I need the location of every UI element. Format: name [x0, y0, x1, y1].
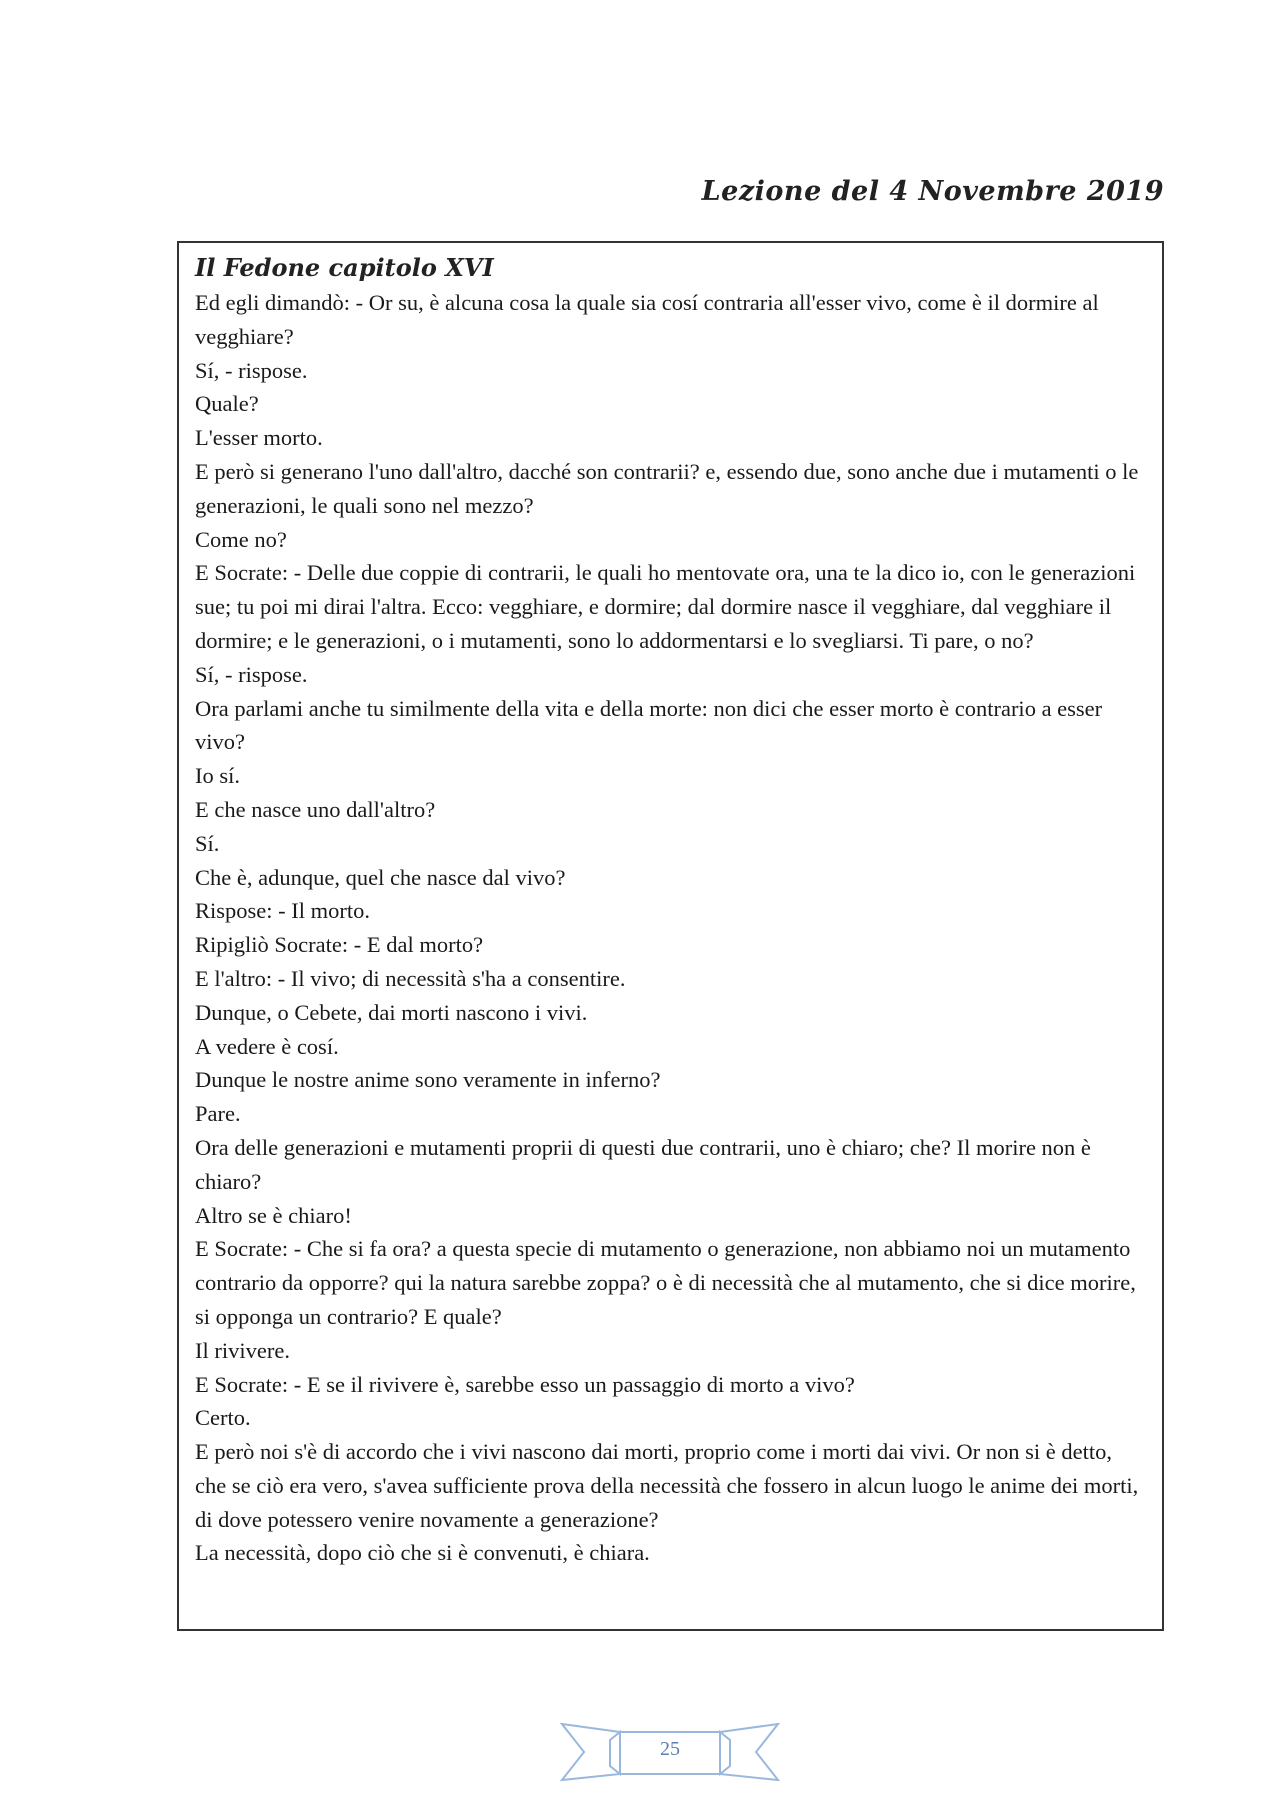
dialogue-line: Dunque le nostre anime sono veramente in inferno?: [195, 1067, 661, 1093]
dialogue-line: Sí, - rispose.: [195, 661, 308, 687]
text-box: [177, 241, 1164, 1631]
dialogue-line: Ora parlami anche tu similmente della vita e della morte: non dici che esser morto è contrario a esser vivo?: [195, 695, 1103, 755]
dialogue-line: Io sí.: [195, 763, 240, 789]
dialogue-line: E che nasce uno dall'altro?: [195, 796, 436, 822]
dialogue-line: Che è, adunque, quel che nasce dal vivo?: [195, 864, 566, 890]
dialogue-line: E Socrate: - E se il rivivere è, sarebbe esso un passaggio di morto a vivo?: [195, 1371, 855, 1397]
dialogue-line: Quale?: [195, 391, 259, 417]
dialogue-line: A vedere è cosí.: [195, 1033, 339, 1059]
dialogue-line: E però si generano l'uno dall'altro, dacché son contrarii? e, essendo due, sono anche due i mutamenti o le generazioni, le quali sono nel mezzo?: [195, 458, 1139, 518]
ribbon-right-fold: [720, 1732, 730, 1774]
dialogue-line: Altro se è chiaro!: [195, 1202, 352, 1228]
dialogue-line: E Socrate: - Che si fa ora? a questa specie di mutamento o generazione, non abbiamo noi un mutamento contrario da opporre? qui la natura sarebbe zoppa? o è di necessità che al mutamento, che si dice morire, si opponga un contrario? E quale?: [195, 1236, 1136, 1329]
dialogue-line: E però noi s'è di accordo che i vivi nascono dai morti, proprio come i morti dai vivi. Or non si è detto, che se ciò era vero, s'avea sufficiente prova della necessità che fossero in alcun luogo le anime dei morti, di dove potessero venire novamente a generazione?: [195, 1439, 1139, 1532]
dialogue-line: Ora delle generazioni e mutamenti proprii di questi due contrarii, uno è chiaro; che? Il morire non è chiaro?: [195, 1134, 1091, 1194]
dialogue-line: Ed egli dimandò: - Or su, è alcuna cosa la quale sia cosí contraria all'esser vivo, come è il dormire al vegghiare?: [195, 290, 1099, 349]
dialogue-line: E Socrate: - Delle due coppie di contrarii, le quali ho mentovate ora, una te la dico io, con le generazioni sue; tu poi mi dirai l'altra. Ecco: vegghiare, e dormire; dal dormire nasce il vegghiare, dal vegghiare il dormire; e le generazioni, o i mutamenti, sono lo addormentarsi e lo svegliarsi. Ti pare, o no?: [195, 560, 1136, 653]
dialogue-line: Come no?: [195, 526, 287, 552]
dialogue-line: E l'altro: - Il vivo; di necessità s'ha a consentire.: [195, 965, 626, 991]
ribbon-left-fold: [610, 1732, 620, 1774]
dialogue-line: L'esser morto.: [195, 425, 323, 451]
page-number: 25: [660, 1738, 680, 1760]
dialogue-line: Sí, - rispose.: [195, 357, 308, 383]
box-heading: Il Fedone capitolo XVI: [195, 253, 494, 282]
header-title: Lezione del 4 Novembre 2019: [701, 176, 1164, 207]
dialogue-line: Pare.: [195, 1101, 241, 1127]
dialogue-line: Sí.: [195, 830, 220, 856]
ribbon-left-tail: [562, 1724, 620, 1780]
page-footer: [560, 1716, 780, 1786]
dialogue-line: Il rivivere.: [195, 1337, 290, 1363]
dialogue-line: Ripigliò Socrate: - E dal morto?: [195, 932, 484, 958]
dialogue-line: La necessità, dopo ciò che si è convenuti, è chiara.: [195, 1540, 650, 1566]
dialogue-line: Certo.: [195, 1405, 251, 1431]
dialogue-line: Dunque, o Cebete, dai morti nascono i vivi.: [195, 999, 588, 1025]
dialogue-line: Rispose: - Il morto.: [195, 898, 370, 924]
ribbon-right-tail: [720, 1724, 778, 1780]
dialogue-list: [195, 286, 1146, 1570]
